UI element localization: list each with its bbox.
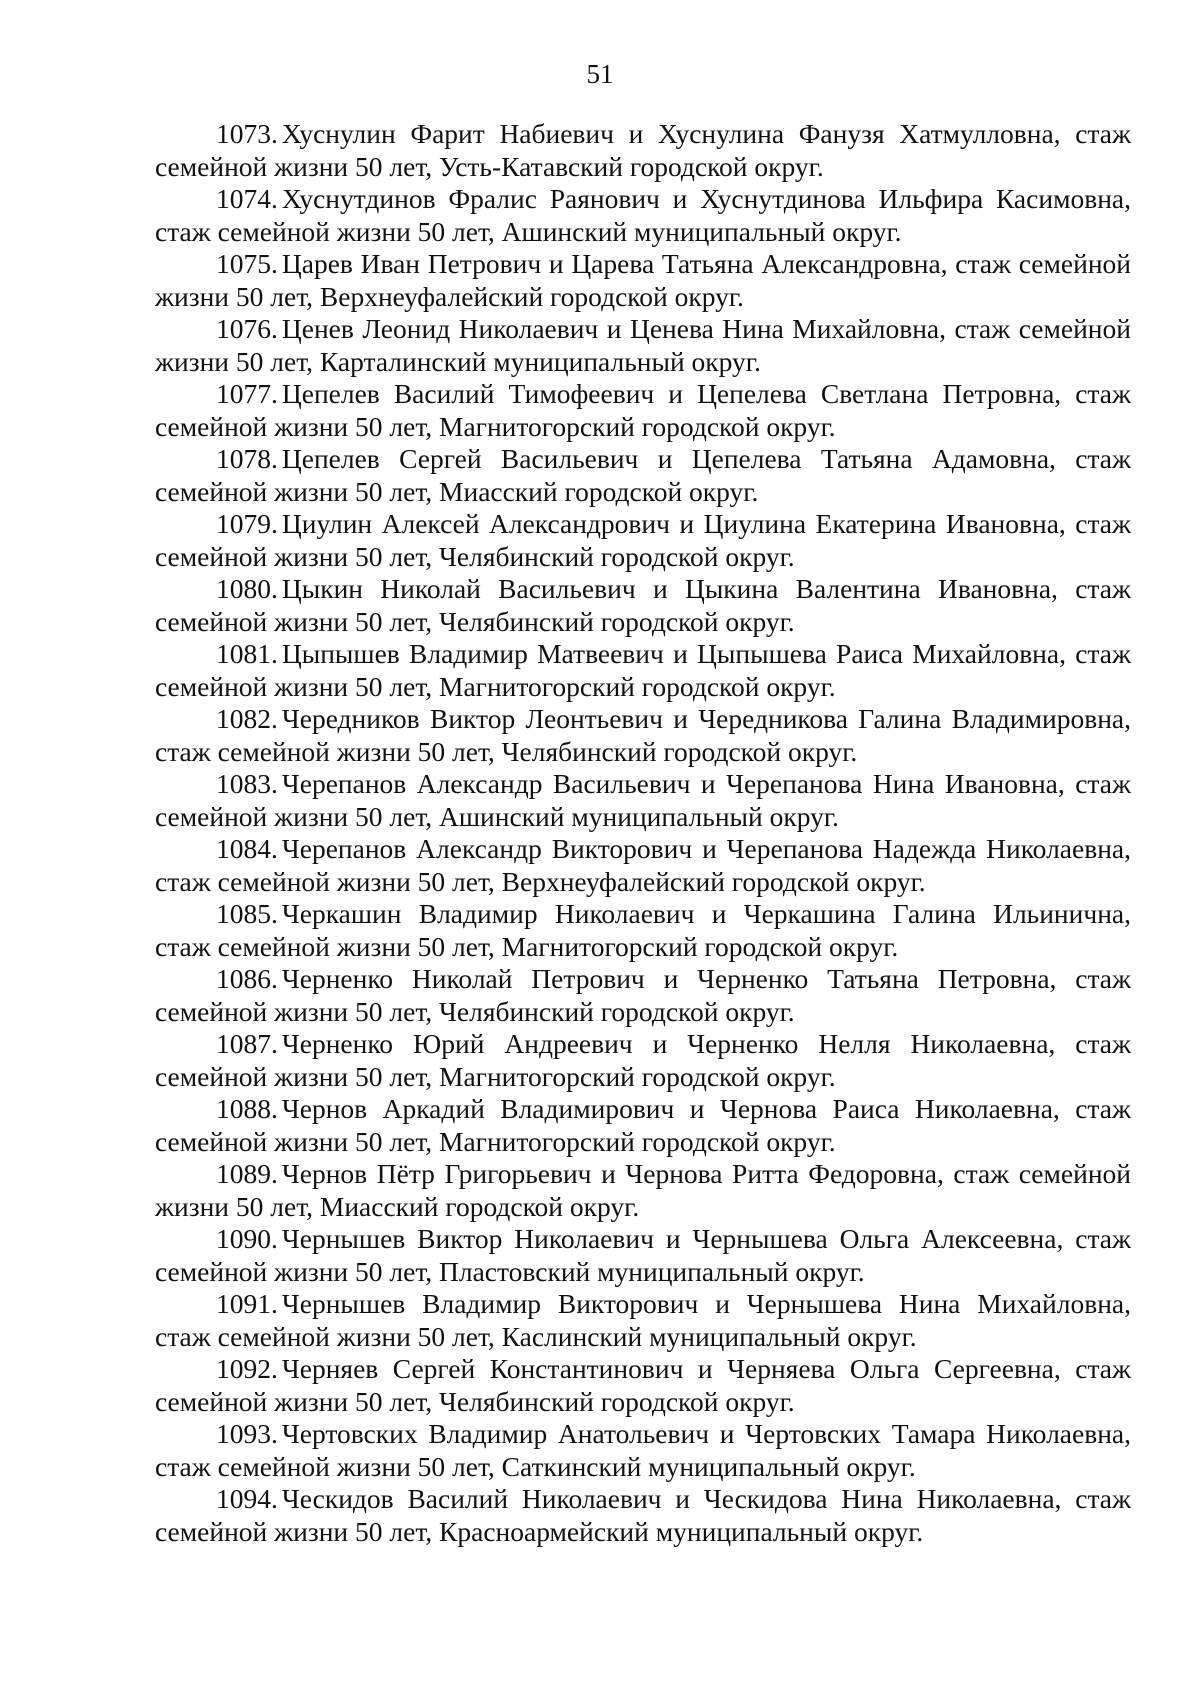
entry-number: 1079. — [216, 508, 278, 539]
list-item — [155, 378, 1131, 443]
entry-text: Цепелев Василий Тимофеевич и Цепелева Светлана Петровна, стаж семейной жизни 50 лет, Магнитогорский городской округ. — [155, 378, 1131, 442]
entry-text: Чертовских Владимир Анатольевич и Чертовских Тамара Николаевна, стаж семейной жизни 50 лет, Саткинский муниципальный округ. — [155, 1418, 1131, 1482]
entry-number: 1090. — [216, 1223, 278, 1254]
entry-text: Ческидов Василий Николаевич и Ческидова Нина Николаевна, стаж семейной жизни 50 лет, Красноармейский муниципальный округ. — [155, 1483, 1131, 1547]
entry-text: Царев Иван Петрович и Царева Татьяна Александровна, стаж семейной жизни 50 лет, Верхнеуфалейский городской округ. — [155, 248, 1131, 312]
entry-number: 1076. — [216, 313, 278, 344]
list-item — [155, 703, 1131, 768]
entry-text: Черепанов Александр Васильевич и Черепанова Нина Ивановна, стаж семейной жизни 50 лет, Ашинский муниципальный округ. — [155, 768, 1131, 832]
entry-number: 1089. — [216, 1158, 278, 1189]
list-item — [155, 963, 1131, 1028]
entry-number: 1093. — [216, 1418, 278, 1449]
list-item — [155, 1158, 1131, 1223]
entry-text: Хуснулин Фарит Набиевич и Хуснулина Фанузя Хатмулловна, стаж семейной жизни 50 лет, Усть-Катавский городской округ. — [155, 118, 1131, 182]
list-item — [155, 833, 1131, 898]
entry-text: Чернышев Виктор Николаевич и Чернышева Ольга Алексеевна, стаж семейной жизни 50 лет, Пластовский муниципальный округ. — [155, 1223, 1131, 1287]
entry-number: 1081. — [216, 638, 278, 669]
entry-text: Черняев Сергей Константинович и Черняева Ольга Сергеевна, стаж семейной жизни 50 лет, Челябинский городской округ. — [155, 1353, 1131, 1417]
list-item — [155, 183, 1131, 248]
entry-text: Черненко Николай Петрович и Черненко Татьяна Петровна, стаж семейной жизни 50 лет, Челябинский городской округ. — [155, 963, 1131, 1027]
entry-number: 1075. — [216, 248, 278, 279]
list-item — [155, 1093, 1131, 1158]
list-item — [155, 1288, 1131, 1353]
entry-text: Ценев Леонид Николаевич и Ценева Нина Михайловна, стаж семейной жизни 50 лет, Карталинский муниципальный округ. — [155, 313, 1131, 377]
entry-number: 1085. — [216, 898, 278, 929]
entry-text: Циулин Алексей Александрович и Циулина Екатерина Ивановна, стаж семейной жизни 50 лет, Челябинский городской округ. — [155, 508, 1131, 572]
page-number: 51 — [586, 59, 614, 89]
entry-number: 1077. — [216, 378, 278, 409]
entry-number: 1092. — [216, 1353, 278, 1384]
list-item — [155, 573, 1131, 638]
entry-text: Чернов Пётр Григорьевич и Чернова Ритта Федоровна, стаж семейной жизни 50 лет, Миасский городской округ. — [155, 1158, 1131, 1222]
entry-number: 1074. — [216, 183, 278, 214]
entry-text: Чередников Виктор Леонтьевич и Чередникова Галина Владимировна, стаж семейной жизни 50 лет, Челябинский городской округ. — [155, 703, 1131, 767]
list-item — [155, 1353, 1131, 1418]
entry-number: 1088. — [216, 1093, 278, 1124]
entry-number: 1080. — [216, 573, 278, 604]
entry-number: 1087. — [216, 1028, 278, 1059]
entry-number: 1094. — [216, 1483, 278, 1514]
entry-number: 1082. — [216, 703, 278, 734]
entry-text: Хуснутдинов Фралис Раянович и Хуснутдинова Ильфира Касимовна, стаж семейной жизни 50 лет, Ашинский муниципальный округ. — [155, 183, 1131, 247]
list-item — [155, 443, 1131, 508]
entry-text: Цепелев Сергей Васильевич и Цепелева Татьяна Адамовна, стаж семейной жизни 50 лет, Миасский городской округ. — [155, 443, 1131, 507]
list-item — [155, 898, 1131, 963]
entry-text: Цыпышев Владимир Матвеевич и Цыпышева Раиса Михайловна, стаж семейной жизни 50 лет, Магнитогорский городской округ. — [155, 638, 1131, 702]
entry-text: Черненко Юрий Андреевич и Черненко Нелля Николаевна, стаж семейной жизни 50 лет, Магнитогорский городской округ. — [155, 1028, 1131, 1092]
entry-number: 1086. — [216, 963, 278, 994]
entry-number: 1073. — [216, 118, 278, 149]
entry-number: 1084. — [216, 833, 278, 864]
entry-number: 1083. — [216, 768, 278, 799]
list-item — [155, 248, 1131, 313]
list-item — [155, 118, 1131, 183]
entry-text: Черкашин Владимир Николаевич и Черкашина Галина Ильинична, стаж семейной жизни 50 лет, Магнитогорский городской округ. — [155, 898, 1131, 962]
entry-text: Черепанов Александр Викторович и Черепанова Надежда Николаевна, стаж семейной жизни 50 лет, Верхнеуфалейский городской округ. — [155, 833, 1131, 897]
list-item — [155, 1028, 1131, 1093]
list-item — [155, 1483, 1131, 1548]
entry-text: Цыкин Николай Васильевич и Цыкина Валентина Ивановна, стаж семейной жизни 50 лет, Челябинский городской округ. — [155, 573, 1131, 637]
entry-text: Чернышев Владимир Викторович и Чернышева Нина Михайловна, стаж семейной жизни 50 лет, Каслинский муниципальный округ. — [155, 1288, 1131, 1352]
list-item — [155, 508, 1131, 573]
list-item — [155, 1418, 1131, 1483]
list-item — [155, 768, 1131, 833]
entry-list — [155, 118, 1131, 1548]
list-item — [155, 1223, 1131, 1288]
entry-text: Чернов Аркадий Владимирович и Чернова Раиса Николаевна, стаж семейной жизни 50 лет, Магнитогорский городской округ. — [155, 1093, 1131, 1157]
entry-number: 1091. — [216, 1288, 278, 1319]
list-item — [155, 638, 1131, 703]
list-item — [155, 313, 1131, 378]
entry-number: 1078. — [216, 443, 278, 474]
